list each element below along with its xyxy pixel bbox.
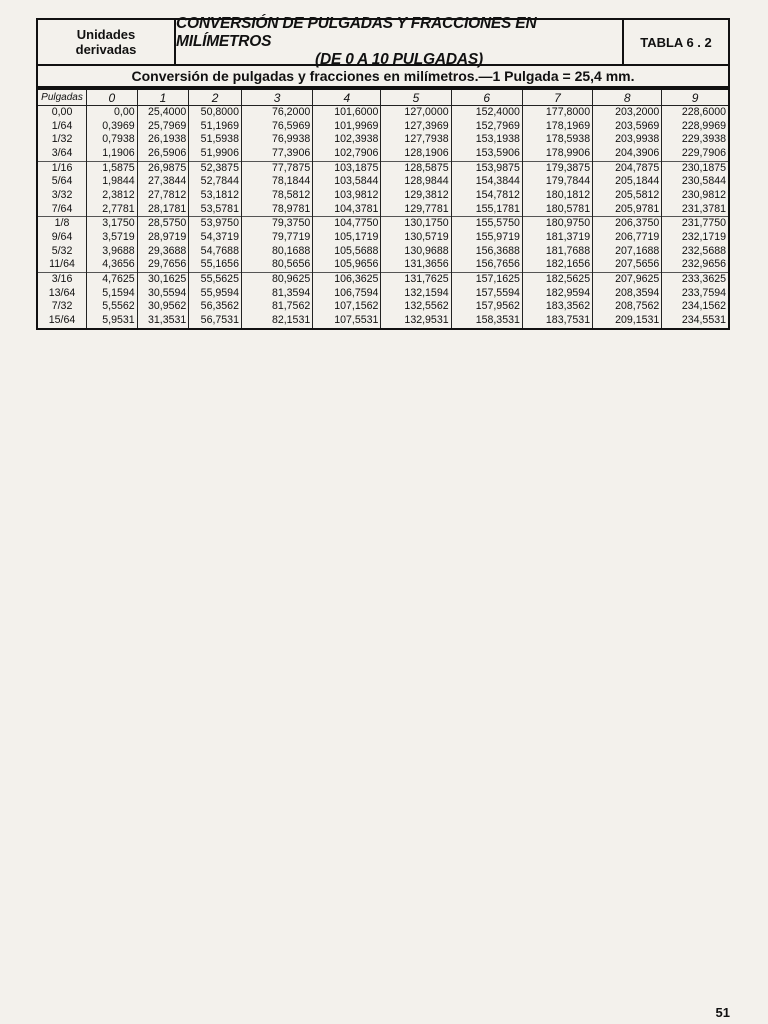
mm-cell: 56,3562 [189, 300, 242, 314]
mm-cell: 104,7750 [313, 217, 381, 231]
table-row [37, 258, 729, 272]
mm-cell: 78,1844 [241, 175, 312, 189]
mm-cell: 205,5812 [593, 189, 662, 203]
mm-cell: 51,5938 [189, 133, 242, 147]
mm-cell: 128,9844 [381, 175, 451, 189]
mm-cell: 209,1531 [593, 314, 662, 329]
mm-cell: 207,1688 [593, 245, 662, 259]
column-header: 9 [662, 89, 729, 106]
table-row [37, 175, 729, 189]
mm-cell: 203,2000 [593, 106, 662, 120]
mm-cell: 156,3688 [451, 245, 522, 259]
mm-cell: 181,7688 [522, 245, 592, 259]
table-number: TABLA 6 . 2 [640, 34, 712, 50]
mm-cell: 56,7531 [189, 314, 242, 329]
column-header: 8 [593, 89, 662, 106]
mm-cell: 28,5750 [137, 217, 189, 231]
mm-cell: 128,1906 [381, 147, 451, 161]
mm-cell: 31,3531 [137, 314, 189, 329]
table-row [37, 287, 729, 301]
mm-cell: 103,9812 [313, 189, 381, 203]
mm-cell: 54,3719 [189, 231, 242, 245]
mm-cell: 50,8000 [189, 106, 242, 120]
mm-cell: 102,7906 [313, 147, 381, 161]
mm-cell: 76,2000 [241, 106, 312, 120]
mm-cell: 231,7750 [662, 217, 729, 231]
mm-cell: 30,9562 [137, 300, 189, 314]
mm-cell: 103,1875 [313, 161, 381, 175]
mm-cell: 183,7531 [522, 314, 592, 329]
mm-cell: 234,1562 [662, 300, 729, 314]
mm-cell: 233,3625 [662, 272, 729, 286]
mm-cell: 177,8000 [522, 106, 592, 120]
mm-cell: 106,7594 [313, 287, 381, 301]
mm-cell: 1,9844 [87, 175, 138, 189]
mm-cell: 25,4000 [137, 106, 189, 120]
mm-cell: 182,1656 [522, 258, 592, 272]
mm-cell: 129,3812 [381, 189, 451, 203]
mm-cell: 81,7562 [241, 300, 312, 314]
mm-cell: 26,1938 [137, 133, 189, 147]
table-row [37, 147, 729, 161]
mm-cell: 206,7719 [593, 231, 662, 245]
mm-cell: 2,7781 [87, 203, 138, 217]
column-header: 6 [451, 89, 522, 106]
table-row [37, 120, 729, 134]
mm-cell: 1,1906 [87, 147, 138, 161]
table-row [37, 203, 729, 217]
mm-cell: 179,7844 [522, 175, 592, 189]
mm-cell: 232,9656 [662, 258, 729, 272]
mm-cell: 179,3875 [522, 161, 592, 175]
title-line2: (DE 0 A 10 PULGADAS) [315, 51, 483, 68]
column-header: 4 [313, 89, 381, 106]
mm-cell: 231,3781 [662, 203, 729, 217]
mm-cell: 130,1750 [381, 217, 451, 231]
column-header: Pulgadas [37, 89, 87, 106]
mm-cell: 81,3594 [241, 287, 312, 301]
mm-cell: 55,1656 [189, 258, 242, 272]
inch-cell: 3/32 [37, 189, 87, 203]
mm-cell: 52,3875 [189, 161, 242, 175]
mm-cell: 208,3594 [593, 287, 662, 301]
mm-cell: 229,3938 [662, 133, 729, 147]
mm-cell: 232,1719 [662, 231, 729, 245]
mm-cell: 153,1938 [451, 133, 522, 147]
mm-cell: 204,7875 [593, 161, 662, 175]
inch-cell: 15/64 [37, 314, 87, 329]
mm-cell: 205,1844 [593, 175, 662, 189]
mm-cell: 180,5781 [522, 203, 592, 217]
mm-cell: 105,9656 [313, 258, 381, 272]
inch-cell: 7/64 [37, 203, 87, 217]
table-row [37, 133, 729, 147]
mm-cell: 52,7844 [189, 175, 242, 189]
mm-cell: 80,9625 [241, 272, 312, 286]
mm-cell: 155,5750 [451, 217, 522, 231]
mm-cell: 55,5625 [189, 272, 242, 286]
mm-cell: 229,7906 [662, 147, 729, 161]
mm-cell: 76,9938 [241, 133, 312, 147]
column-header: 3 [241, 89, 312, 106]
mm-cell: 107,1562 [313, 300, 381, 314]
mm-cell: 203,5969 [593, 120, 662, 134]
conversion-table [36, 88, 730, 330]
mm-cell: 181,3719 [522, 231, 592, 245]
mm-cell: 77,3906 [241, 147, 312, 161]
mm-cell: 26,9875 [137, 161, 189, 175]
table-row [37, 106, 729, 120]
table-row [37, 272, 729, 286]
mm-cell: 78,9781 [241, 203, 312, 217]
mm-cell: 105,5688 [313, 245, 381, 259]
mm-cell: 152,4000 [451, 106, 522, 120]
table-row [37, 217, 729, 231]
mm-cell: 82,1531 [241, 314, 312, 329]
mm-cell: 107,5531 [313, 314, 381, 329]
inch-cell: 1/64 [37, 120, 87, 134]
mm-cell: 5,5562 [87, 300, 138, 314]
units-label-line1: Unidades [76, 27, 136, 42]
mm-cell: 0,7938 [87, 133, 138, 147]
mm-cell: 53,1812 [189, 189, 242, 203]
mm-cell: 180,9750 [522, 217, 592, 231]
mm-cell: 79,7719 [241, 231, 312, 245]
inch-cell: 13/64 [37, 287, 87, 301]
mm-cell: 106,3625 [313, 272, 381, 286]
mm-cell: 180,1812 [522, 189, 592, 203]
mm-cell: 158,3531 [451, 314, 522, 329]
mm-cell: 26,5906 [137, 147, 189, 161]
mm-cell: 30,5594 [137, 287, 189, 301]
mm-cell: 204,3906 [593, 147, 662, 161]
mm-cell: 5,1594 [87, 287, 138, 301]
inch-cell: 1/32 [37, 133, 87, 147]
mm-cell: 128,5875 [381, 161, 451, 175]
table-row [37, 231, 729, 245]
mm-cell: 101,6000 [313, 106, 381, 120]
mm-cell: 127,3969 [381, 120, 451, 134]
mm-cell: 178,9906 [522, 147, 592, 161]
column-header: 2 [189, 89, 242, 106]
mm-cell: 154,3844 [451, 175, 522, 189]
mm-cell: 5,9531 [87, 314, 138, 329]
mm-cell: 76,5969 [241, 120, 312, 134]
mm-cell: 205,9781 [593, 203, 662, 217]
mm-cell: 101,9969 [313, 120, 381, 134]
mm-cell: 157,5594 [451, 287, 522, 301]
mm-cell: 54,7688 [189, 245, 242, 259]
mm-cell: 29,7656 [137, 258, 189, 272]
page-number: 51 [715, 1005, 730, 1020]
inch-cell: 5/32 [37, 245, 87, 259]
mm-cell: 53,9750 [189, 217, 242, 231]
mm-cell: 27,7812 [137, 189, 189, 203]
mm-cell: 27,3844 [137, 175, 189, 189]
mm-cell: 155,9719 [451, 231, 522, 245]
mm-cell: 104,3781 [313, 203, 381, 217]
mm-cell: 208,7562 [593, 300, 662, 314]
mm-cell: 132,5562 [381, 300, 451, 314]
mm-cell: 127,0000 [381, 106, 451, 120]
mm-cell: 51,9906 [189, 147, 242, 161]
mm-cell: 178,5938 [522, 133, 592, 147]
mm-cell: 77,7875 [241, 161, 312, 175]
title-line1: CONVERSIÓN DE PULGADAS Y FRACCIONES EN MILÍMETROS [176, 15, 537, 50]
column-header: 1 [137, 89, 189, 106]
table-row [37, 161, 729, 175]
mm-cell: 25,7969 [137, 120, 189, 134]
mm-cell: 103,5844 [313, 175, 381, 189]
mm-cell: 156,7656 [451, 258, 522, 272]
mm-cell: 53,5781 [189, 203, 242, 217]
mm-cell: 4,7625 [87, 272, 138, 286]
mm-cell: 183,3562 [522, 300, 592, 314]
column-header: 7 [522, 89, 592, 106]
mm-cell: 230,5844 [662, 175, 729, 189]
mm-cell: 182,9594 [522, 287, 592, 301]
mm-cell: 3,1750 [87, 217, 138, 231]
mm-cell: 152,7969 [451, 120, 522, 134]
mm-cell: 234,5531 [662, 314, 729, 329]
inch-cell: 7/32 [37, 300, 87, 314]
mm-cell: 157,9562 [451, 300, 522, 314]
inch-cell: 11/64 [37, 258, 87, 272]
mm-cell: 206,3750 [593, 217, 662, 231]
mm-cell: 230,1875 [662, 161, 729, 175]
inch-cell: 1/8 [37, 217, 87, 231]
units-label-line2: derivadas [75, 42, 137, 57]
mm-cell: 232,5688 [662, 245, 729, 259]
mm-cell: 79,3750 [241, 217, 312, 231]
table-body [37, 106, 729, 329]
mm-cell: 131,7625 [381, 272, 451, 286]
mm-cell: 132,9531 [381, 314, 451, 329]
table-header-row [37, 89, 729, 106]
table-subtitle: Conversión de pulgadas y fracciones en milímetros.—1 Pulgada = 25,4 mm. [36, 66, 730, 88]
mm-cell: 55,9594 [189, 287, 242, 301]
mm-cell: 80,5656 [241, 258, 312, 272]
mm-cell: 230,9812 [662, 189, 729, 203]
mm-cell: 207,9625 [593, 272, 662, 286]
mm-cell: 131,3656 [381, 258, 451, 272]
mm-cell: 28,1781 [137, 203, 189, 217]
inch-cell: 3/16 [37, 272, 87, 286]
mm-cell: 153,5906 [451, 147, 522, 161]
mm-cell: 102,3938 [313, 133, 381, 147]
mm-cell: 29,3688 [137, 245, 189, 259]
table-header [36, 15, 730, 68]
mm-cell: 2,3812 [87, 189, 138, 203]
mm-cell: 80,1688 [241, 245, 312, 259]
mm-cell: 129,7781 [381, 203, 451, 217]
mm-cell: 203,9938 [593, 133, 662, 147]
column-header: 0 [87, 89, 138, 106]
mm-cell: 178,1969 [522, 120, 592, 134]
mm-cell: 28,9719 [137, 231, 189, 245]
mm-cell: 228,9969 [662, 120, 729, 134]
mm-cell: 3,5719 [87, 231, 138, 245]
mm-cell: 105,1719 [313, 231, 381, 245]
mm-cell: 1,5875 [87, 161, 138, 175]
mm-cell: 130,9688 [381, 245, 451, 259]
units-label [38, 20, 176, 64]
table-row [37, 314, 729, 329]
mm-cell: 207,5656 [593, 258, 662, 272]
inch-cell: 3/64 [37, 147, 87, 161]
mm-cell: 153,9875 [451, 161, 522, 175]
mm-cell: 4,3656 [87, 258, 138, 272]
mm-cell: 0,00 [87, 106, 138, 120]
mm-cell: 228,6000 [662, 106, 729, 120]
mm-cell: 78,5812 [241, 189, 312, 203]
inch-cell: 1/16 [37, 161, 87, 175]
mm-cell: 3,9688 [87, 245, 138, 259]
mm-cell: 154,7812 [451, 189, 522, 203]
document-title [176, 15, 624, 68]
inch-cell: 5/64 [37, 175, 87, 189]
table-row [37, 189, 729, 203]
mm-cell: 130,5719 [381, 231, 451, 245]
mm-cell: 51,1969 [189, 120, 242, 134]
mm-cell: 157,1625 [451, 272, 522, 286]
inch-cell: 9/64 [37, 231, 87, 245]
table-row [37, 300, 729, 314]
mm-cell: 132,1594 [381, 287, 451, 301]
inch-cell: 0,00 [37, 106, 87, 120]
mm-cell: 182,5625 [522, 272, 592, 286]
column-header: 5 [381, 89, 451, 106]
mm-cell: 233,7594 [662, 287, 729, 301]
table-row [37, 245, 729, 259]
mm-cell: 155,1781 [451, 203, 522, 217]
document-page [36, 15, 730, 330]
mm-cell: 127,7938 [381, 133, 451, 147]
mm-cell: 0,3969 [87, 120, 138, 134]
mm-cell: 30,1625 [137, 272, 189, 286]
